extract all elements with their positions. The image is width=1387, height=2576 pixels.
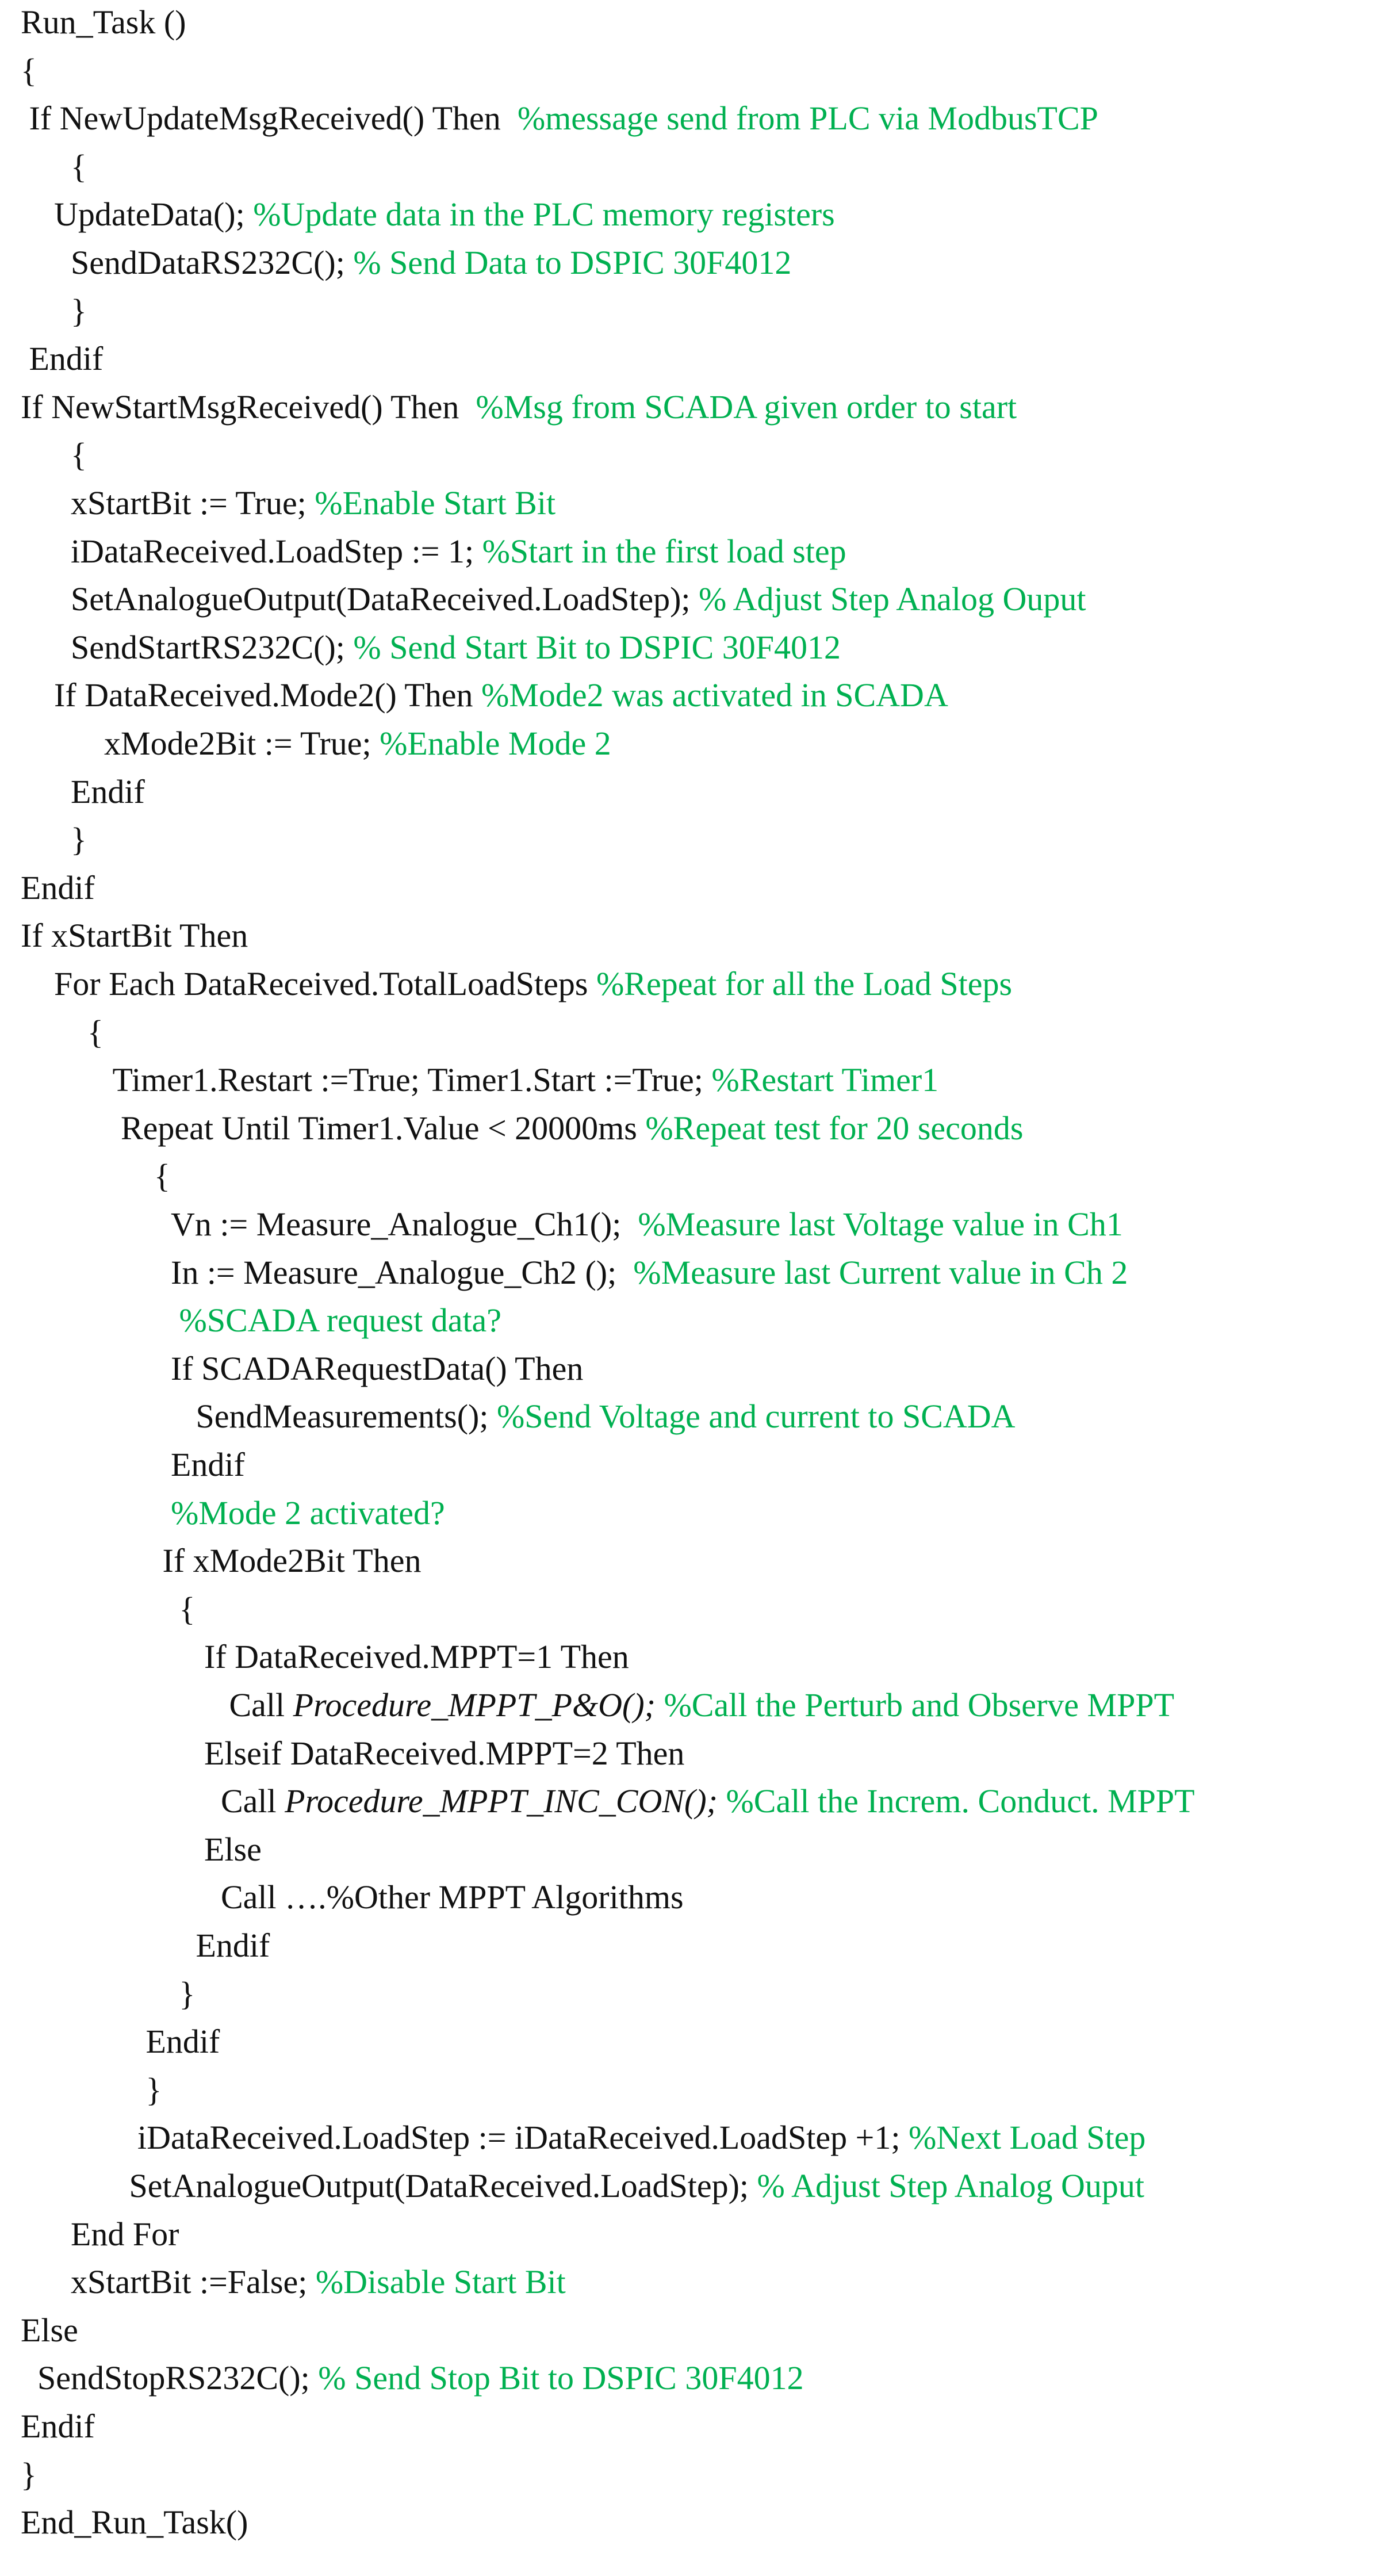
code-text: End_Run_Task() [21, 2504, 248, 2541]
code-line [171, 1445, 245, 1485]
code-line [71, 291, 87, 331]
code-text: { [71, 436, 87, 474]
code-comment: %Repeat for all the Load Steps [596, 965, 1013, 1002]
procedure-name: Procedure_MPPT_INC_CON(); [285, 1782, 718, 1820]
code-comment: %Enable Start Bit [315, 484, 556, 522]
code-text: iDataReceived.LoadStep := iDataReceived.LoadStep +1; [137, 2119, 909, 2157]
code-line [29, 98, 1098, 139]
code-comment: % Adjust Step Analog Ouput [699, 580, 1086, 618]
code-line [171, 1349, 583, 1389]
code-line [196, 1396, 1016, 1437]
code-line [87, 1012, 104, 1052]
code-comment: %Enable Mode 2 [380, 725, 611, 762]
code-line [179, 1300, 502, 1341]
code-line [71, 483, 555, 523]
code-text: If DataReceived.MPPT=1 Then [204, 1638, 629, 1676]
code-line [21, 868, 95, 908]
code-comment: % Send Data to DSPIC 30F4012 [353, 244, 792, 281]
code-line [221, 1877, 684, 1917]
code-text: If xStartBit Then [21, 917, 248, 955]
code-line [104, 724, 611, 764]
code-line [37, 2358, 804, 2398]
code-text: SendDataRS232C(); [71, 244, 354, 281]
code-line [21, 2455, 37, 2495]
code-line [21, 916, 248, 956]
code-text: SendStopRS232C(); [37, 2359, 319, 2397]
code-line [171, 1493, 445, 1533]
code-text: If DataReceived.Mode2() Then [54, 676, 481, 714]
code-comment: %Call the Perturb and Observe MPPT [655, 1686, 1175, 1724]
code-text: For Each DataReceived.TotalLoadSteps [54, 965, 596, 1002]
code-text: Repeat Until Timer1.Value < 20000ms [121, 1109, 646, 1147]
code-line [21, 2310, 78, 2351]
code-text: SetAnalogueOutput(DataReceived.LoadStep); [129, 2167, 757, 2204]
code-line [21, 2, 186, 43]
code-line [204, 1829, 262, 1870]
code-text: Call [229, 1686, 293, 1724]
code-text: Else [21, 2311, 78, 2349]
code-comment: % Send Start Bit to DSPIC 30F4012 [353, 628, 841, 666]
code-line [21, 2406, 95, 2447]
code-line [163, 1541, 422, 1581]
code-line [121, 1108, 1024, 1149]
code-line [54, 675, 948, 715]
code-text: If NewUpdateMsgReceived() Then [29, 99, 518, 137]
procedure-name: Procedure_MPPT_P&O(); [293, 1686, 656, 1724]
code-line [21, 51, 37, 91]
code-line [29, 339, 104, 379]
code-line [71, 2262, 566, 2302]
code-line [221, 1781, 1195, 1821]
code-comment: %Msg from SCADA given order to start [476, 388, 1017, 426]
code-comment: %SCADA request data? [179, 1302, 502, 1339]
code-line [71, 243, 791, 283]
code-text: Endif [71, 772, 145, 810]
code-text: In := Measure_Analogue_Ch2 (); [171, 1253, 634, 1291]
code-comment: %Send Voltage and current to SCADA [496, 1398, 1016, 1436]
code-text: { [21, 51, 37, 89]
code-text: } [179, 1974, 196, 2012]
code-text: Endif [145, 2023, 220, 2061]
code-comment: %message send from PLC via ModbusTCP [517, 99, 1098, 137]
code-comment: %Measure last Voltage value in Ch1 [638, 1205, 1123, 1243]
code-line [171, 1204, 1123, 1245]
code-text: } [71, 821, 87, 859]
code-text: SendMeasurements(); [196, 1398, 497, 1436]
code-text: UpdateData(); [54, 196, 254, 234]
code-text: SetAnalogueOutput(DataReceived.LoadStep); [71, 580, 699, 618]
code-line [171, 1253, 1128, 1293]
code-text: } [145, 2070, 162, 2108]
code-line [71, 531, 846, 572]
code-line [71, 820, 87, 860]
code-text: End For [71, 2215, 179, 2253]
code-comment: %Mode2 was activated in SCADA [481, 676, 948, 714]
code-line [129, 2166, 1144, 2206]
code-text: { [179, 1590, 196, 1628]
code-line [71, 435, 87, 475]
code-comment: % Send Stop Bit to DSPIC 30F4012 [318, 2359, 804, 2397]
code-comment: %Repeat test for 20 seconds [645, 1109, 1024, 1147]
code-text: If NewStartMsgReceived() Then [21, 388, 476, 426]
code-line [137, 2118, 1145, 2158]
code-text: iDataReceived.LoadStep := 1; [71, 532, 482, 570]
code-comment: %Next Load Step [908, 2119, 1146, 2157]
code-line [54, 964, 1012, 1004]
code-text: xStartBit := True; [71, 484, 315, 522]
code-text: xMode2Bit := True; [104, 725, 380, 762]
code-text: Elseif DataReceived.MPPT=2 Then [204, 1734, 685, 1772]
code-text: xStartBit :=False; [71, 2263, 316, 2301]
code-line [71, 772, 145, 812]
code-text: Else [204, 1830, 262, 1868]
code-comment: %Start in the first load step [482, 532, 846, 570]
code-comment: %Measure last Current value in Ch 2 [633, 1253, 1128, 1291]
code-line [204, 1733, 684, 1774]
code-text: SendStartRS232C(); [71, 628, 354, 666]
code-text: Call ….%Other MPPT Algorithms [221, 1878, 684, 1916]
code-text: If SCADARequestData() Then [171, 1349, 584, 1387]
code-line [113, 1060, 939, 1100]
code-text: Endif [29, 340, 104, 378]
code-line [146, 2022, 220, 2062]
code-line [71, 627, 841, 668]
code-text: { [154, 1157, 170, 1195]
code-text: Endif [171, 1446, 245, 1483]
code-comment: %Restart Timer1 [711, 1061, 939, 1099]
code-comment: % Adjust Step Analog Ouput [757, 2167, 1144, 2204]
code-line [71, 2214, 179, 2255]
code-line [21, 387, 1017, 427]
code-line [196, 1926, 270, 1966]
code-text: } [71, 292, 87, 330]
code-line [229, 1685, 1175, 1725]
code-text: Timer1.Restart :=True; Timer1.Start :=True; [112, 1061, 712, 1099]
code-text: Endif [21, 2407, 95, 2445]
code-line [179, 1974, 196, 2014]
code-text: { [87, 1013, 104, 1051]
code-text: Endif [21, 868, 95, 906]
code-line [154, 1156, 170, 1196]
code-comment: %Call the Increm. Conduct. MPPT [717, 1782, 1195, 1820]
code-line [71, 579, 1086, 619]
code-line [54, 194, 835, 235]
code-line [21, 2502, 248, 2543]
code-text: Vn := Measure_Analogue_Ch1(); [171, 1205, 638, 1243]
code-comment: %Update data in the PLC memory registers [253, 196, 835, 234]
code-comment: %Mode 2 activated? [171, 1494, 445, 1532]
code-comment: %Disable Start Bit [315, 2263, 566, 2301]
code-line [71, 147, 87, 187]
code-line [179, 1589, 196, 1629]
code-text: { [71, 147, 87, 185]
code-text: Call [221, 1782, 285, 1820]
code-text: Run_Task () [21, 3, 186, 41]
code-line [204, 1637, 629, 1677]
code-line [146, 2070, 162, 2110]
code-text: } [21, 2455, 37, 2493]
code-text: Endif [196, 1927, 270, 1964]
code-text: If xMode2Bit Then [162, 1542, 422, 1580]
